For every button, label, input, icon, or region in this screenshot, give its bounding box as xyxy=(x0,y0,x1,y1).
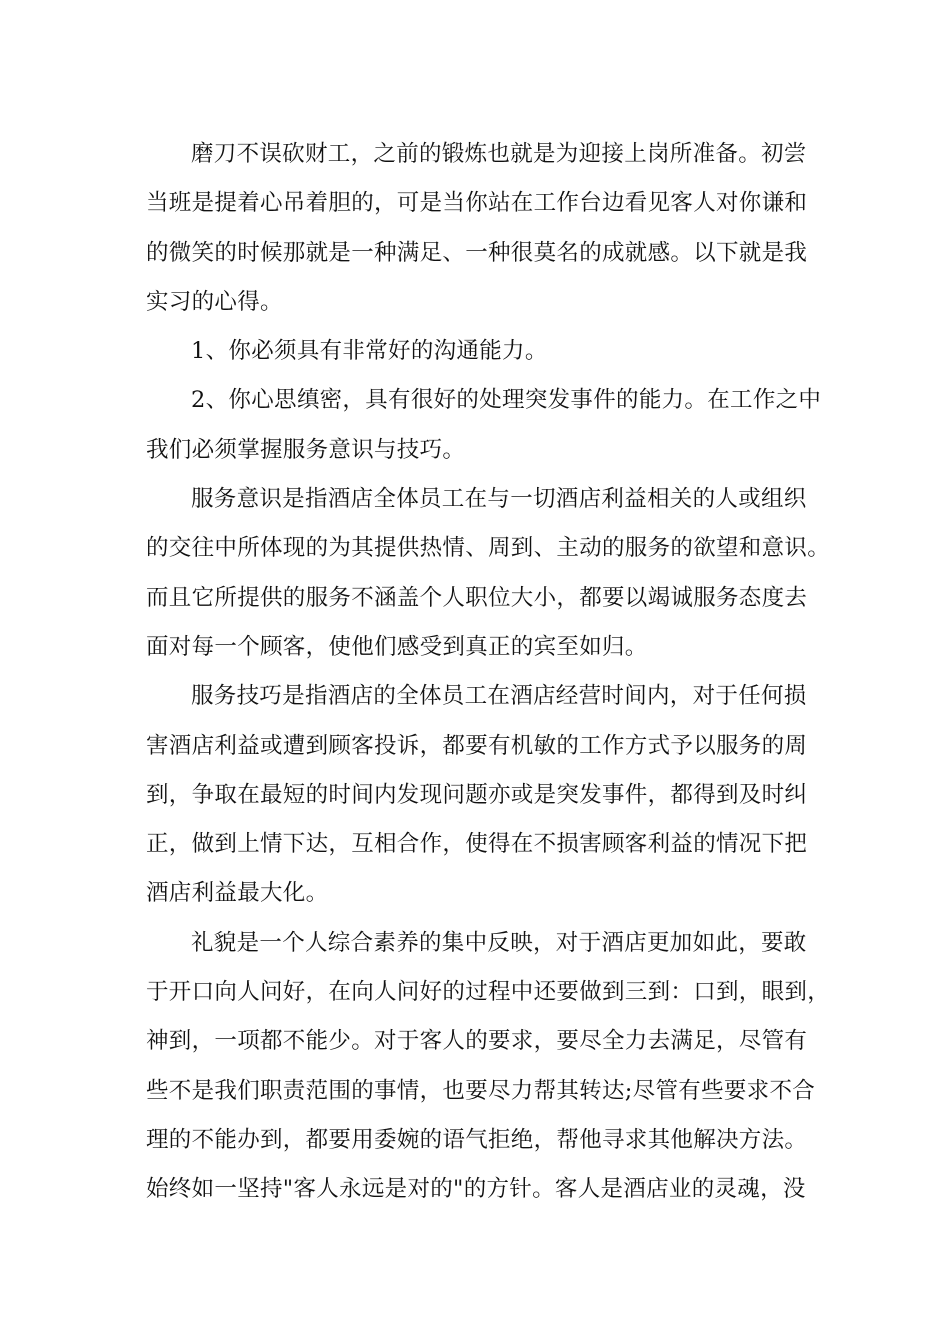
paragraph-line: 些不是我们职责范围的事情，也要尽力帮其转达;尽管有些要求不合 xyxy=(146,1077,816,1104)
paragraph-line: 服务意识是指酒店全体员工在与一切酒店利益相关的人或组织 xyxy=(191,486,807,513)
list-item: 1、你必须具有非常好的沟通能力。 xyxy=(191,338,548,365)
paragraph-line: 实习的心得。 xyxy=(146,288,283,315)
document-body xyxy=(146,130,831,1215)
paragraph-line: 的交往中所体现的为其提供热情、周到、主动的服务的欲望和意识。 xyxy=(146,535,831,562)
paragraph-line: 正，做到上情下达，互相合作，使得在不损害顾客利益的情况下把 xyxy=(146,831,808,858)
paragraph-line: 到，争取在最短的时间内发现问题亦或是突发事件，都得到及时纠 xyxy=(146,781,808,808)
paragraph-line: 酒店利益最大化。 xyxy=(146,880,329,907)
paragraph-line: 神到，一项都不能少。对于客人的要求，要尽全力去满足，尽管有 xyxy=(146,1028,808,1055)
paragraph-line: 的微笑的时候那就是一种满足、一种很莫名的成就感。以下就是我 xyxy=(146,239,808,266)
paragraph-line: 害酒店利益或遭到顾客投诉，都要有机敏的工作方式予以服务的周 xyxy=(146,732,808,759)
paragraph-line: 磨刀不误砍财工，之前的锻炼也就是为迎接上岗所准备。初尝 xyxy=(191,141,807,167)
paragraph-line: 我们必须掌握服务意识与技巧。 xyxy=(146,436,466,463)
paragraph-line: 而且它所提供的服务不涵盖个人职位大小，都要以竭诚服务态度去 xyxy=(146,584,808,611)
list-item: 2、你心思缜密，具有很好的处理突发事件的能力。在工作之中 xyxy=(191,387,822,414)
paragraph-line: 于开口向人问好，在向人问好的过程中还要做到三到：口到，眼到， xyxy=(146,979,831,1006)
paragraph-line: 理的不能办到，都要用委婉的语气拒绝，帮他寻求其他解决方法。 xyxy=(146,1126,808,1153)
paragraph-line: 面对每一个顾客，使他们感受到真正的宾至如归。 xyxy=(146,633,648,660)
paragraph-line: 礼貌是一个人综合素养的集中反映，对于酒店更加如此，要敢 xyxy=(191,929,807,956)
paragraph-line: 始终如一坚持"客人永远是对的"的方针。客人是酒店业的灵魂，没 xyxy=(146,1176,806,1203)
paragraph-line: 服务技巧是指酒店的全体员工在酒店经营时间内，对于任何损 xyxy=(191,683,807,710)
paragraph-line: 当班是提着心吊着胆的，可是当你站在工作台边看见客人对你谦和 xyxy=(146,190,808,217)
